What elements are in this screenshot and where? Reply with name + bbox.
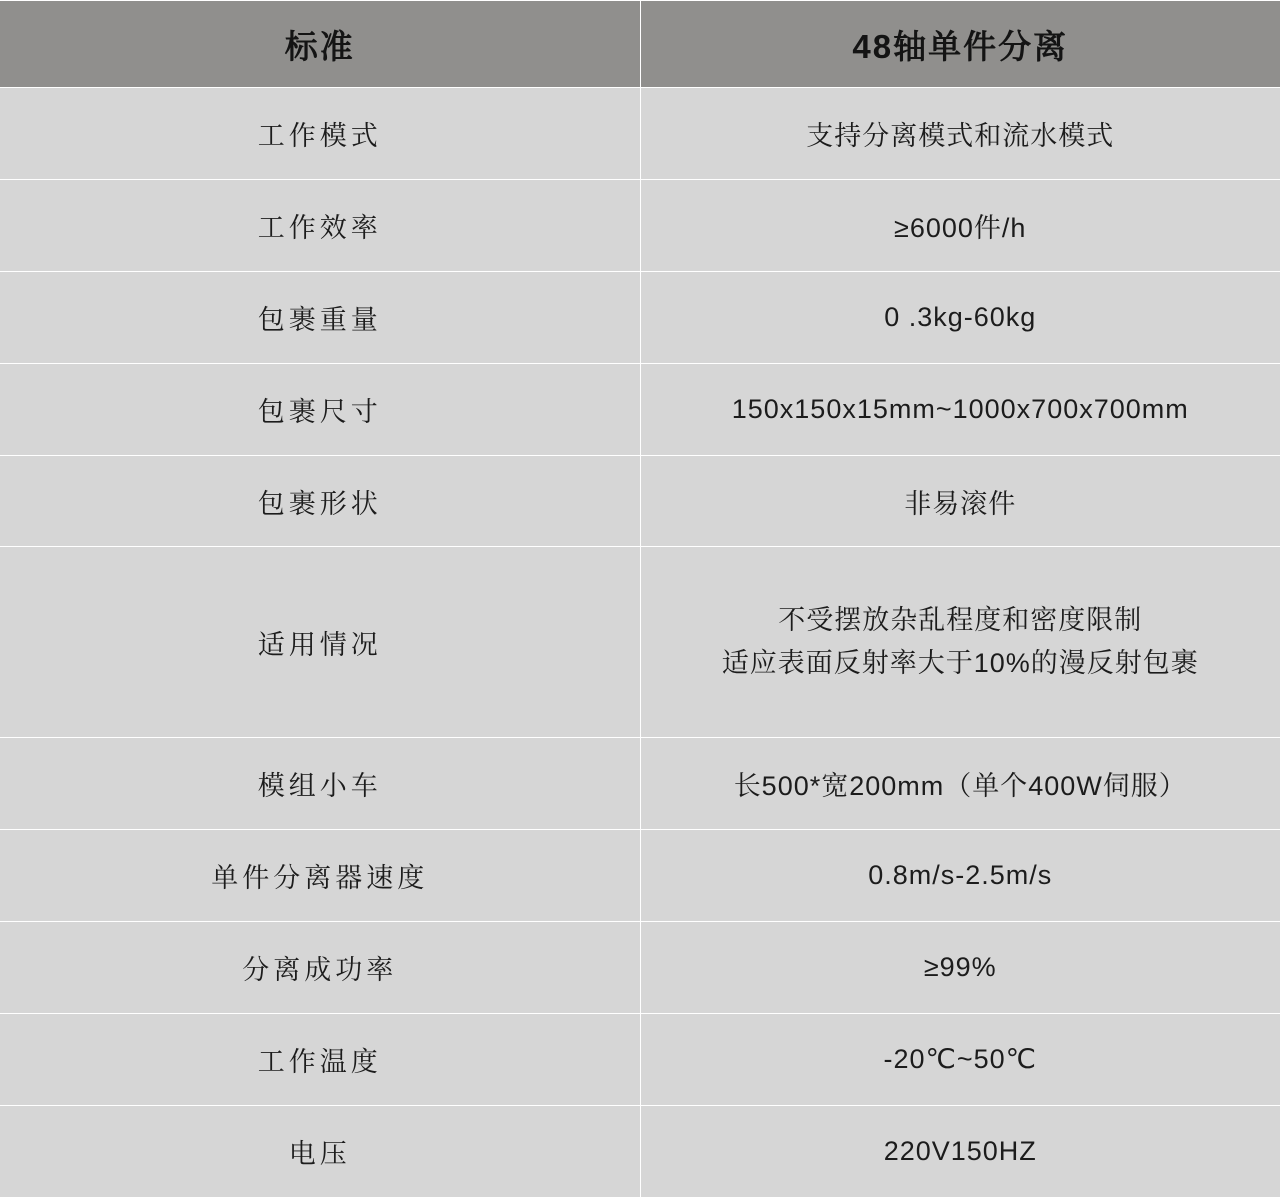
column-header-standard: 标准 xyxy=(0,1,640,88)
row-label-applicable-conditions: 适用情况 xyxy=(0,547,640,738)
row-label-parcel-weight: 包裹重量 xyxy=(0,271,640,363)
row-value-working-mode: 支持分离模式和流水模式 xyxy=(640,88,1280,180)
column-header-model: 48轴单件分离 xyxy=(640,1,1280,88)
table-body xyxy=(0,88,1280,1197)
table-row xyxy=(0,738,1280,830)
row-value-parcel-shape: 非易滚件 xyxy=(640,455,1280,547)
row-label-module-cart: 模组小车 xyxy=(0,738,640,830)
applicable-conditions-line-1: 不受摆放杂乱程度和密度限制 xyxy=(778,604,1143,635)
table-header-row xyxy=(0,1,1280,88)
table-row xyxy=(0,1014,1280,1106)
row-value-parcel-weight: 0 .3kg-60kg xyxy=(640,271,1280,363)
row-value-separation-success-rate: ≥99% xyxy=(640,922,1280,1014)
row-label-working-mode: 工作模式 xyxy=(0,88,640,180)
row-value-parcel-size: 150x150x15mm~1000x700x700mm xyxy=(640,363,1280,455)
table-row xyxy=(0,88,1280,180)
row-value-voltage: 220V150HZ xyxy=(640,1105,1280,1197)
row-value-applicable-conditions xyxy=(640,547,1280,738)
row-label-singulator-speed: 单件分离器速度 xyxy=(0,830,640,922)
row-label-working-temperature: 工作温度 xyxy=(0,1014,640,1106)
row-value-module-cart: 长500*宽200mm（单个400W伺服） xyxy=(640,738,1280,830)
table-row xyxy=(0,363,1280,455)
table-row xyxy=(0,1105,1280,1197)
row-value-working-efficiency: ≥6000件/h xyxy=(640,179,1280,271)
applicable-conditions-line-2: 适应表面反射率大于10%的漫反射包裹 xyxy=(721,648,1199,679)
table-header xyxy=(0,1,1280,88)
row-label-voltage: 电压 xyxy=(0,1105,640,1197)
row-label-parcel-shape: 包裹形状 xyxy=(0,455,640,547)
row-label-working-efficiency: 工作效率 xyxy=(0,179,640,271)
table-row xyxy=(0,922,1280,1014)
table-row xyxy=(0,455,1280,547)
table-row xyxy=(0,179,1280,271)
row-label-separation-success-rate: 分离成功率 xyxy=(0,922,640,1014)
table-row xyxy=(0,271,1280,363)
row-label-parcel-size: 包裹尺寸 xyxy=(0,363,640,455)
row-value-singulator-speed: 0.8m/s-2.5m/s xyxy=(640,830,1280,922)
row-value-working-temperature: -20℃~50℃ xyxy=(640,1014,1280,1106)
table-row xyxy=(0,547,1280,738)
table-row xyxy=(0,830,1280,922)
